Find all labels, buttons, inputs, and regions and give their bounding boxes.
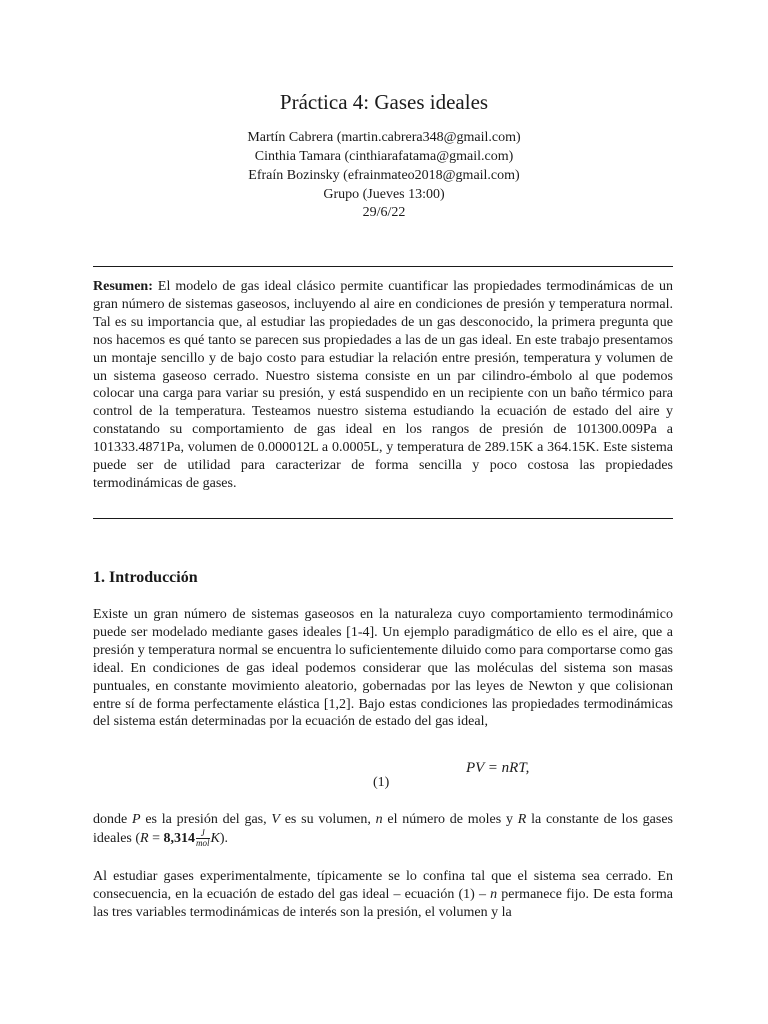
abstract-text: El modelo de gas ideal clásico permite cuantificar las propiedades termodinámicas de un gran número de sistemas gaseosos, incluyendo al aire en condiciones de presión y temperatura normal. Tal es su importancia que, al estudiar las propiedades de un gas desconocido, la primera pregunta que nos hacemos es qué tanto se parecen sus propiedades a las de un gas ideal. En este trabajo presentamos un montaje sencillo y de bajo costo para estudiar la relación entre presión, temperatura y volumen de un sistema gaseoso cerrado. Nuestro sistema consiste en un par cilindro-émbolo al que podemos colocar una carga para variar su presión, y está suspendido en un recipiente con un baño térmico para control de la temperatura. Testeamos nuestro sistema estudiando la ecuación de estado del aire y constatando su comportamiento de gas ideal en los rangos de presión de 101300.009Pa a 101333.4871Pa, volumen de 0.000012L a 0.0005L, y temperatura de 289.15K a 364.15K. Este sistema puede ser de utilidad para caracterizar de forma sencilla y poco costosa las propiedades termodinámicas de gases.	[93, 279, 673, 491]
author-list	[0, 128, 768, 204]
equation-number: (1)	[373, 775, 390, 790]
intro-paragraph: Existe un gran número de sistemas gaseosos en la naturaleza cuyo comportamiento termodinámico puede ser modelado mediante gases ideales [1-4]. Un ejemplo paradigmático de ello es el aire, que a presión y temperatura normal se encuentra lo suficientemente diluido como para comportarse como gas ideal. En condiciones de gas ideal podemos considerar que las moléculas del sistema son masas puntuales, en constante movimiento aleatorio, gobernadas por las leyes de Newton y que colisionan entre sí de forma perfectamente elástica [1,2]. Bajo estas condiciones las propiedades termodinámicas del sistema están determinadas por la ecuación de estado del gas ideal,	[93, 607, 673, 730]
abstract	[93, 278, 673, 493]
paper-date: 29/6/22	[362, 205, 406, 220]
units-fraction: $\frac{J}{\text{mol}}$	[196, 828, 210, 849]
closing-paragraph: Al estudiar gases experimentalmente, típicamente se lo confina tal que el sistema sea cerrado. En consecuencia, en la ecuación de estado del gas ideal – ecuación (1) – n permanece fijo. De esta forma las tres variables termodinámicas de interés son la presión, el volumen y la	[93, 869, 673, 920]
variables-paragraph: donde P es la presión del gas, V es su volumen, n el número de moles y R la constante de los gases ideales (R = 8,314 $\frac{J}{\text{mol}}$ K).	[93, 812, 673, 849]
author-line: Efraín Bozinsky (efrainmateo2018@gmail.com)	[248, 168, 520, 183]
abstract-label: Resumen:	[93, 279, 153, 294]
bottom-rule	[93, 518, 673, 519]
author-line: Martín Cabrera (martin.cabrera348@gmail.com)	[247, 130, 521, 145]
equation-ideal-gas: PV = nRT,	[466, 760, 530, 776]
top-rule	[93, 266, 673, 267]
author-line: Cinthia Tamara (cinthiarafatama@gmail.com)	[254, 149, 514, 164]
group-line: Grupo (Jueves 13:00)	[323, 187, 445, 202]
paper-title: Práctica 4: Gases ideales	[279, 90, 489, 114]
section-heading: 1. Introducción	[93, 569, 198, 586]
